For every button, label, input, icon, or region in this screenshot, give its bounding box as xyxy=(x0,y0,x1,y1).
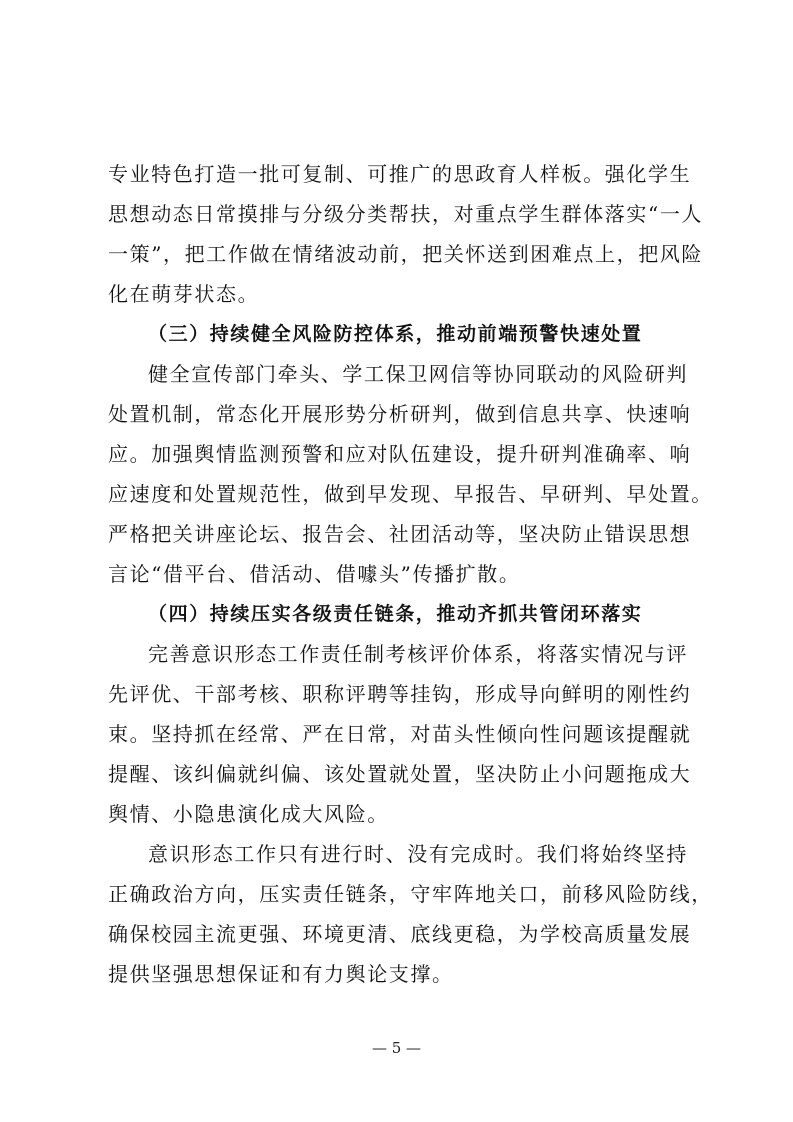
paragraph-line: 专业特色打造一批可复制、可推广的思政育人样板。强化学生 xyxy=(108,162,692,186)
paragraph-line: 思想动态日常摸排与分级分类帮扶，对重点学生群体落实“一人 xyxy=(108,202,704,226)
section-heading-text: （三）持续健全风险防控体系，推动前端预警快速处置 xyxy=(148,323,643,345)
paragraph-line: 舆情、小隐患演化成大风险。 xyxy=(108,802,389,826)
paragraph-line: 健全宣传部门牵头、学工保卫网信等协同联动的风险研判 xyxy=(148,362,688,386)
paragraph-line: 提醒、该纠偏就纠偏、该处置就处置，坚决防止小问题拖成大 xyxy=(108,762,692,786)
paragraph-line: 严格把关讲座论坛、报告会、社团活动等，坚决防止错误思想 xyxy=(108,522,692,546)
section-heading-3 xyxy=(108,314,690,354)
section-heading-text: （四）持续压实各级责任链条，推动齐抓共管闭环落实 xyxy=(148,603,643,625)
page-number: — 5 — xyxy=(371,1039,422,1057)
paragraph-line: 应速度和处置规范性，做到早发现、早报告、早研判、早处置。 xyxy=(108,482,713,506)
body-paragraph xyxy=(108,834,713,994)
body-paragraph xyxy=(108,154,704,314)
paragraph-line: 意识形态工作只有进行时、没有完成时。我们将始终坚持 xyxy=(148,842,688,866)
paragraph-line: 正确政治方向，压实责任链条，守牢阵地关口，前移风险防线， xyxy=(108,882,713,906)
section-heading-4 xyxy=(108,594,690,634)
paragraph-line: 言论“借平台、借活动、借噱头”传播扩散。 xyxy=(108,562,521,586)
document-body xyxy=(108,154,713,994)
paragraph-line: 确保校园主流更强、环境更清、底线更稳，为学校高质量发展 xyxy=(108,922,692,946)
paragraph-line: 处置机制，常态化开展形势分析研判，做到信息共享、快速响 xyxy=(108,402,692,426)
paragraph-line: 一策”，把工作做在情绪波动前，把关怀送到困难点上，把风险 xyxy=(108,242,704,266)
body-paragraph xyxy=(108,354,713,594)
body-paragraph xyxy=(108,634,690,834)
paragraph-line: 化在萌芽状态。 xyxy=(108,282,260,306)
paragraph-line: 先评优、干部考核、职称评聘等挂钩，形成导向鲜明的刚性约 xyxy=(108,682,692,706)
paragraph-line: 应。加强舆情监测预警和应对队伍建设，提升研判准确率、响 xyxy=(108,442,692,466)
paragraph-line: 完善意识形态工作责任制考核评价体系，将落实情况与评 xyxy=(148,642,688,666)
paragraph-line: 束。坚持抓在经常、严在日常，对苗头性倾向性问题该提醒就 xyxy=(108,722,692,746)
paragraph-line: 提供坚强思想保证和有力舆论支撑。 xyxy=(108,962,454,986)
